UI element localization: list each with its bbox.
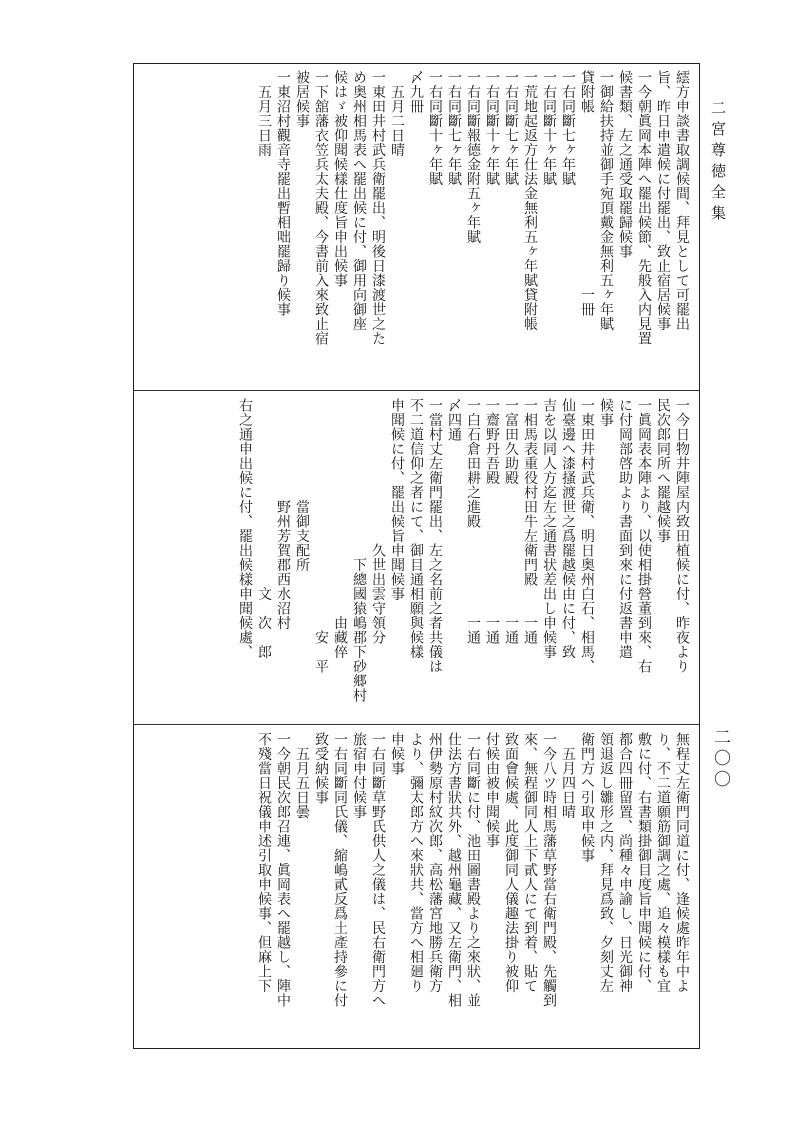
text-column: 〆四通	[446, 398, 462, 442]
running-title: 二宮尊徳全集	[709, 100, 727, 226]
text-column: 久世出雲守領分	[370, 398, 386, 645]
text-column: 不二道信仰之者にて、御目通相願與候樣	[408, 398, 424, 659]
text-column: 一右同斷同氏儀、縮嶋貳反爲土產持參に付	[332, 732, 348, 1008]
text-column: 不殘當日祝儀申述引取申候事、但麻上下	[256, 732, 272, 993]
text-column: 致受納候事	[313, 732, 329, 805]
text-column: 一右同斷報德金附五ヶ年賦	[465, 70, 481, 244]
text-column: 〆九冊	[408, 70, 424, 114]
text-column: 敷に付、右書類掛御目度旨申聞候に付、	[636, 732, 652, 993]
text-column: 吉を以同人方迄左之通書状差出し申候事	[541, 398, 557, 659]
page-number: 二〇〇	[710, 728, 730, 791]
text-column: り、不二道願筋御調之處、追々模樣も宜	[655, 732, 671, 993]
band-divider	[134, 724, 699, 725]
text-column: 一右同斷七ヶ年賦	[560, 70, 576, 186]
upper-text-band	[134, 70, 699, 378]
text-column: 一東田井村武兵衛罷出、明後日漆渡世之た	[370, 70, 386, 346]
text-column: 一今八ツ時相馬藩草野當右衛門殿、先觸到	[541, 732, 557, 1008]
text-column: 一今朝民次郎召連、眞岡表へ罷越し、陣中	[275, 732, 291, 1008]
text-column: 無程丈左衛門同道に付、逢候處昨年中よ	[674, 732, 690, 993]
text-column: 領退返し雛形之内、拜見爲致、夕刻丈左	[598, 732, 614, 993]
text-column: 一當村丈左衛門罷出、左之名前之者共儀は	[427, 398, 443, 674]
text-column: 候書類、左之通受取罷歸候事	[617, 70, 633, 259]
text-column: 付候由被申聞候事	[484, 732, 500, 848]
text-column: 民次郎同所へ罷越候事	[655, 398, 671, 543]
text-column: 州伊勢原村紋次郎、高松藩宮地勝兵衛方	[427, 732, 443, 993]
text-column: 一眞岡表本陣より、以使相掛營董到來、右	[636, 398, 652, 674]
text-column: 貸附帳 一冊	[579, 70, 595, 317]
text-column: 被居候事	[294, 70, 310, 128]
text-column: 一右同斷七ヶ年賦	[446, 70, 462, 186]
band-divider	[134, 390, 699, 391]
text-column: 一今日物井陣屋内致田植候に付、昨夜より	[674, 398, 690, 674]
text-column: に付岡部啓助より書面到來に付返書申遣	[617, 398, 633, 659]
text-column: 一御給扶持並御手宛頂戴金無利五ヶ年賦	[598, 70, 614, 331]
text-column: 一富田久助殿 一通	[503, 398, 519, 645]
text-column: 一右同斷草野氏供人之儀は、民右衛門方へ	[370, 732, 386, 1008]
text-column: 安 平	[313, 398, 329, 674]
text-column: 衛門方へ引取申候事	[579, 732, 595, 863]
middle-text-band	[134, 398, 699, 714]
text-column: 一右同斷に付、池田圖書殿より之來狀、並	[465, 732, 481, 1008]
text-column: め奥州相馬表へ罷出候に付、御用向御座	[351, 70, 367, 331]
text-column: 一右同斷七ヶ年賦	[503, 70, 519, 186]
text-column: 一齋野丹吾殿 一通	[484, 398, 500, 645]
text-column: 右之通申出候に付、罷出候樣申聞候處、	[237, 398, 253, 659]
text-column: 候事	[598, 398, 614, 427]
text-column: 仙臺邊へ漆搔渡世之爲罷越候由に付、致	[560, 398, 576, 659]
text-column: 申候事	[389, 732, 405, 776]
text-column: 五月二日晴	[389, 70, 405, 157]
text-column: 候はゞ被仰聞候樣仕度旨申出候事	[332, 70, 348, 288]
text-column: 五月三日雨	[256, 70, 272, 157]
text-column: 一相馬表重役村田牛左衛門殿 一通	[522, 398, 538, 645]
text-column: より、彌太郎方へ來狀共、當方へ相廻り	[408, 732, 424, 993]
text-column: 申聞候に付、罷出候旨申聞候事	[389, 398, 405, 601]
text-column: 野州芳賀郡西水沼村	[275, 398, 291, 630]
text-column: 致面會候處、此度御同人儀趣法掛り被仰	[503, 732, 519, 993]
text-column: 一今朝眞岡本陣へ罷出候節、先般入内見置	[636, 70, 652, 346]
text-column: 文 次 郎	[256, 398, 272, 659]
text-column: 由藏倅	[332, 398, 348, 659]
text-column: 一荒地起返方仕法金無利五ヶ年賦貸附帳	[522, 70, 538, 331]
text-column: 仕法方書狀共外、越州龜藏、又左衛門、相	[446, 732, 462, 1008]
text-column: 一右同斷十ヶ年賦	[541, 70, 557, 186]
text-column: 一右同斷十ヶ年賦	[427, 70, 443, 186]
text-column: 一白石倉田耕之進殿 一通	[465, 398, 481, 645]
page-frame	[133, 63, 700, 1049]
text-column: 五月五日曇	[294, 732, 310, 819]
text-column: 繧方申談書取調候間、拜見として可罷出	[674, 70, 690, 331]
text-column: 下總國猿嶋郡下砂郷村	[351, 398, 367, 703]
text-column: 來、無程御同人上下貳人にて到着、貼て	[522, 732, 538, 993]
text-column: 旅宿申付候事	[351, 732, 367, 819]
text-column: 一下舘藩衣笠兵太夫殿、今書前入來致止宿	[313, 70, 329, 346]
text-column: 都合四冊留置、尚種々申諭し、日光御神	[617, 732, 633, 993]
text-column: 一右同斷十ヶ年賦	[484, 70, 500, 186]
text-column: 當御支配所	[294, 398, 310, 572]
text-column: 一東沼村觀音寺罷出暫相咄罷歸り候事	[275, 70, 291, 317]
text-column: 五月四日晴	[560, 732, 576, 819]
lower-text-band	[134, 732, 699, 1042]
text-column: 旨、昨日申遣候に付罷出、致止宿居候事	[655, 70, 671, 331]
text-column: 一東田井村武兵衛、明日奥州白石、相馬、	[579, 398, 595, 674]
